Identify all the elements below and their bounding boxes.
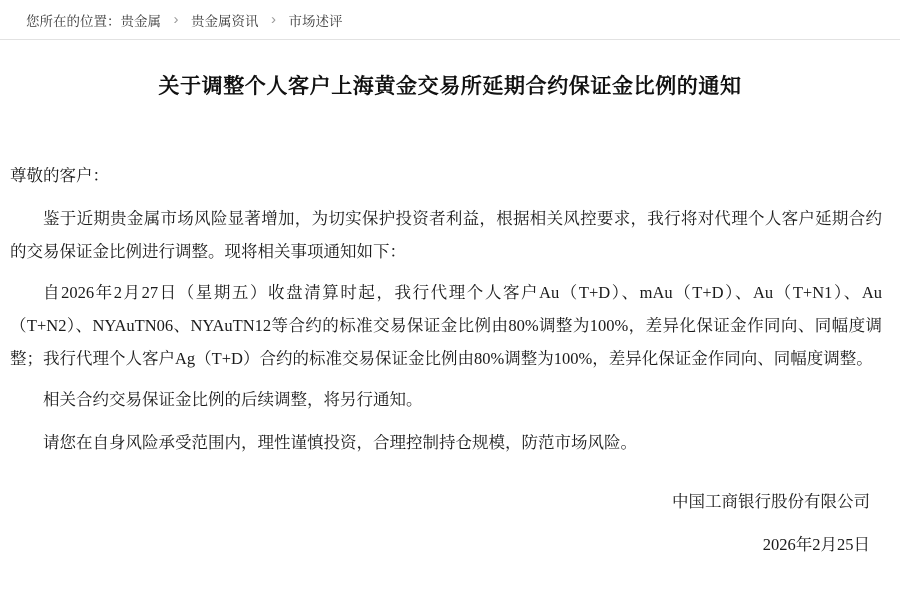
breadcrumb-label: 您所在的位置：: [26, 13, 121, 29]
breadcrumb-item-2[interactable]: 贵金属资讯: [191, 13, 259, 29]
chevron-right-icon: [161, 11, 191, 28]
paragraph-3: 相关合约交易保证金比例的后续调整，将另行通知。: [43, 390, 423, 410]
paragraph-2: 自2026年2月27日（星期五）收盘清算时起，我行代理个人客户Au（T+D）、mAu（T+D）、Au（T+N1）、Au（T+N2）、NYAuTN06、NYAuTN12等合约的标准交易保证金比例由80%调整为100%，差异化保证金作同向、同幅度调整；我行代理个人客户Ag（T+D）合约的标准交易保证金比例由80%调整为100%，差异化保证金作同向、同幅度调整。: [10, 283, 882, 369]
signature: 中国工商银行股份有限公司: [672, 492, 870, 512]
signature-date: 2026年2月25日: [762, 535, 870, 555]
document-body: [0, 159, 900, 561]
chevron-right-icon: [259, 11, 289, 28]
paragraph-1: 鉴于近期贵金属市场风险显著增加，为切实保护投资者利益，根据相关风控要求，我行将对代理个人客户延期合约的交易保证金比例进行调整。现将相关事项通知如下：: [10, 209, 882, 262]
breadcrumb-item-1[interactable]: 贵金属: [120, 13, 161, 29]
breadcrumb: [0, 0, 900, 40]
salutation: 尊敬的客户：: [10, 166, 109, 186]
breadcrumb-item-3[interactable]: 市场述评: [288, 13, 343, 29]
page-title: 关于调整个人客户上海黄金交易所延期合约保证金比例的通知: [158, 74, 742, 98]
paragraph-4: 请您在自身风险承受范围内，理性谨慎投资，合理控制持仓规模，防范市场风险。: [43, 433, 637, 453]
